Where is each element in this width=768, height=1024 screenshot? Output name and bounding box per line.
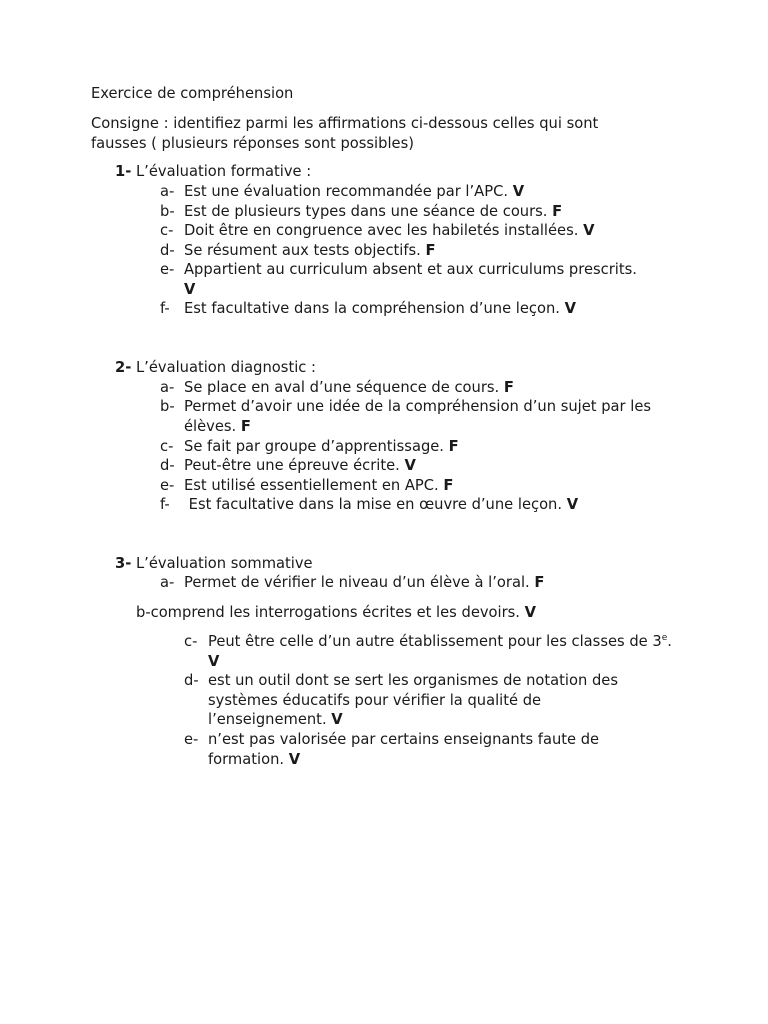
list-item xyxy=(136,603,536,623)
item-text xyxy=(184,397,688,436)
item-statement: Permet d’avoir une idée de la compréhension d’un sujet par les élèves. xyxy=(184,398,652,435)
item-text xyxy=(184,495,680,515)
item-letter: f- xyxy=(160,300,170,317)
answer-mark: F xyxy=(240,417,251,435)
list-item xyxy=(160,456,680,476)
instructions: Consigne : identifiez parmi les affirmations ci-dessous celles qui sont fausses ( plusieurs réponses sont possibles) xyxy=(91,115,599,152)
list-item xyxy=(160,397,688,436)
answer-mark: F xyxy=(448,438,459,455)
list-item xyxy=(184,730,614,769)
list-item xyxy=(160,495,680,515)
item-letter: e- xyxy=(160,261,175,278)
list-item xyxy=(160,182,680,202)
item-statement: Est une évaluation recommandée par l’APC. xyxy=(184,183,509,200)
answer-mark: F xyxy=(503,379,514,396)
item-letter: e- xyxy=(184,731,199,748)
answer-mark: V xyxy=(404,457,416,474)
item-statement: Est utilisé essentiellement en APC. xyxy=(184,477,439,494)
item-text xyxy=(184,573,680,593)
item-text xyxy=(184,299,680,319)
section-2-heading xyxy=(115,358,316,378)
item-statement: b-comprend les interrogations écrites et les devoirs. xyxy=(136,604,520,621)
item-statement: Appartient au curriculum absent et aux curriculums prescrits. xyxy=(184,261,637,278)
list-item xyxy=(160,221,680,241)
list-item xyxy=(160,573,680,593)
item-statement: Est de plusieurs types dans une séance de cours. xyxy=(184,203,548,220)
item-letter: a- xyxy=(160,379,175,396)
answer-mark: V xyxy=(512,183,525,200)
item-letter: b- xyxy=(160,398,175,415)
answer-mark: F xyxy=(425,242,436,259)
item-text xyxy=(184,456,680,476)
item-text xyxy=(184,241,680,261)
item-text xyxy=(208,632,674,671)
item-statement: Peut-être une épreuve écrite. xyxy=(184,457,400,474)
item-text xyxy=(184,221,680,241)
section-title: L’évaluation formative : xyxy=(136,163,312,180)
list-item xyxy=(160,437,680,457)
item-statement: est un outil dont se sert les organismes de notation des systèmes éducatifs pour vérifier la qualité de l’enseignement. xyxy=(208,672,618,729)
list-item xyxy=(160,476,680,496)
answer-mark: V xyxy=(564,300,577,317)
item-letter: d- xyxy=(160,242,175,259)
section-number: 2- xyxy=(115,359,132,376)
item-letter: b- xyxy=(160,203,175,220)
section-title: L’évaluation sommative xyxy=(136,555,313,572)
item-statement: Doit être en congruence avec les habiletés installées. xyxy=(184,222,579,239)
item-text xyxy=(184,182,680,202)
item-statement: n’est pas valorisée par certains enseignants faute de formation. xyxy=(208,731,600,768)
item-text xyxy=(208,730,614,769)
section-title: L’évaluation diagnostic : xyxy=(136,359,316,376)
item-letter: a- xyxy=(160,574,175,591)
item-text xyxy=(184,476,680,496)
answer-mark: V xyxy=(583,222,595,239)
exercise-title: Exercice de compréhension xyxy=(91,85,294,102)
item-letter: c- xyxy=(160,222,174,239)
item-text xyxy=(184,202,680,222)
section-number: 1- xyxy=(115,163,132,180)
item-letter: c- xyxy=(160,438,174,455)
item-statement: Se fait par groupe d’apprentissage. xyxy=(184,438,444,455)
answer-mark: F xyxy=(443,477,454,494)
item-text xyxy=(184,437,680,457)
answer-mark: F xyxy=(552,203,563,220)
item-letter: f- xyxy=(160,496,170,513)
list-item xyxy=(160,299,680,319)
item-text xyxy=(184,260,668,299)
section-number: 3- xyxy=(115,555,132,572)
item-letter: e- xyxy=(160,477,175,494)
answer-mark: V xyxy=(208,652,220,670)
answer-mark: F xyxy=(534,574,545,591)
item-letter: a- xyxy=(160,183,175,200)
answer-mark: V xyxy=(524,604,537,621)
answer-mark: V xyxy=(184,280,196,298)
item-letter: d- xyxy=(184,672,199,689)
section-1-heading xyxy=(115,162,311,182)
item-statement: Se place en aval d’une séquence de cours. xyxy=(184,379,500,396)
list-item xyxy=(160,202,680,222)
list-item xyxy=(184,671,648,730)
superscript: e xyxy=(661,633,668,644)
item-statement: Est facultative dans la mise en œuvre d’une leçon. xyxy=(184,496,563,513)
list-item xyxy=(160,260,668,299)
answer-mark: V xyxy=(566,496,579,513)
list-item xyxy=(160,241,680,261)
item-letter: c- xyxy=(184,633,198,650)
item-punctuation: . xyxy=(667,633,672,650)
answer-mark: V xyxy=(331,711,343,729)
item-text xyxy=(184,378,680,398)
section-3-heading xyxy=(115,554,313,574)
item-statement: Peut être celle d’un autre établissement pour les classes de 3 xyxy=(208,633,662,650)
list-item xyxy=(160,378,680,398)
item-statement: Permet de vérifier le niveau d’un élève à l’oral. xyxy=(184,574,530,591)
item-text xyxy=(208,671,648,730)
item-letter: d- xyxy=(160,457,175,474)
item-statement: Est facultative dans la compréhension d’une leçon. xyxy=(184,300,560,317)
answer-mark: V xyxy=(288,750,301,768)
item-statement: Se résument aux tests objectifs. xyxy=(184,242,421,259)
list-item xyxy=(184,632,674,671)
